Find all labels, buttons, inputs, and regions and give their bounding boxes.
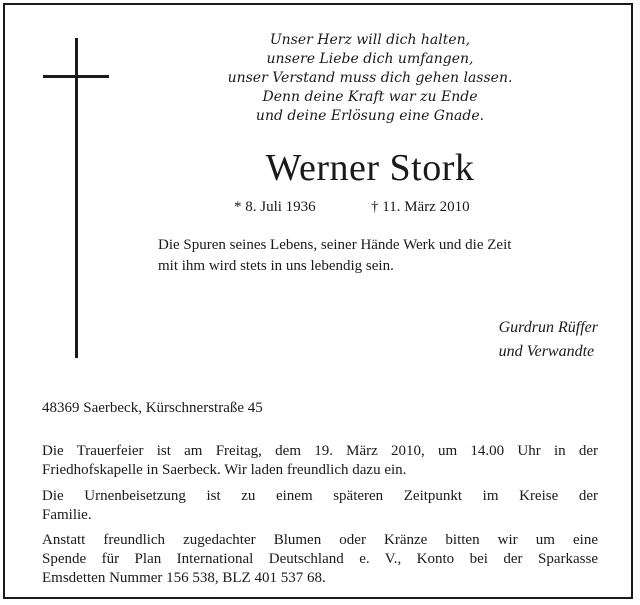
verse-line: Die Spuren seines Lebens, seiner Hände Werk und die Zeit <box>158 237 512 253</box>
donation-paragraph <box>42 531 598 588</box>
paragraph-line: Die Urnenbeisetzung ist zu einem späteren Zeitpunkt im Kreise der <box>42 488 598 504</box>
cross-horizontal-bar <box>43 75 109 78</box>
urn-burial-paragraph <box>42 487 598 525</box>
memorial-verse <box>158 235 618 277</box>
funeral-service-paragraph <box>42 442 598 480</box>
poem-line: unsere Liebe dich umfangen, <box>266 51 474 67</box>
signer-line: Gurdrun Rüffer <box>498 319 598 336</box>
death-date: † 11. März 2010 <box>371 199 470 215</box>
poem <box>170 31 570 126</box>
paragraph-line: Spende für Plan International Deutschland e. V., Konto bei der Sparkasse <box>42 551 598 567</box>
signer-line: und Verwandte <box>498 343 595 360</box>
cross-vertical-bar <box>75 38 78 358</box>
birth-date: * 8. Juli 1936 <box>234 199 316 215</box>
poem-line: unser Verstand muss dich gehen lassen. <box>227 70 513 86</box>
verse-line: mit ihm wird stets in uns lebendig sein. <box>158 258 394 274</box>
paragraph-line: Die Trauerfeier ist am Freitag, dem 19. März 2010, um 14.00 Uhr in der <box>42 443 598 459</box>
poem-line: Denn deine Kraft war zu Ende <box>262 89 478 105</box>
deceased-name: Werner Stork <box>265 147 475 189</box>
paragraph-line: Anstatt freundlich zugedachter Blumen oder Kränze bitten wir um eine <box>42 532 598 548</box>
family-address: 48369 Saerbeck, Kürschnerstraße 45 <box>42 400 263 416</box>
paragraph-line: Emsdetten Nummer 156 538, BLZ 401 537 68. <box>42 570 326 586</box>
poem-line: Unser Herz will dich halten, <box>269 32 471 48</box>
mourners-signature <box>499 316 598 364</box>
paragraph-line: Friedhofskapelle in Saerbeck. Wir laden freundlich dazu ein. <box>42 462 407 478</box>
paragraph-line: Familie. <box>42 507 92 523</box>
poem-line: und deine Erlösung eine Gnade. <box>255 108 485 124</box>
